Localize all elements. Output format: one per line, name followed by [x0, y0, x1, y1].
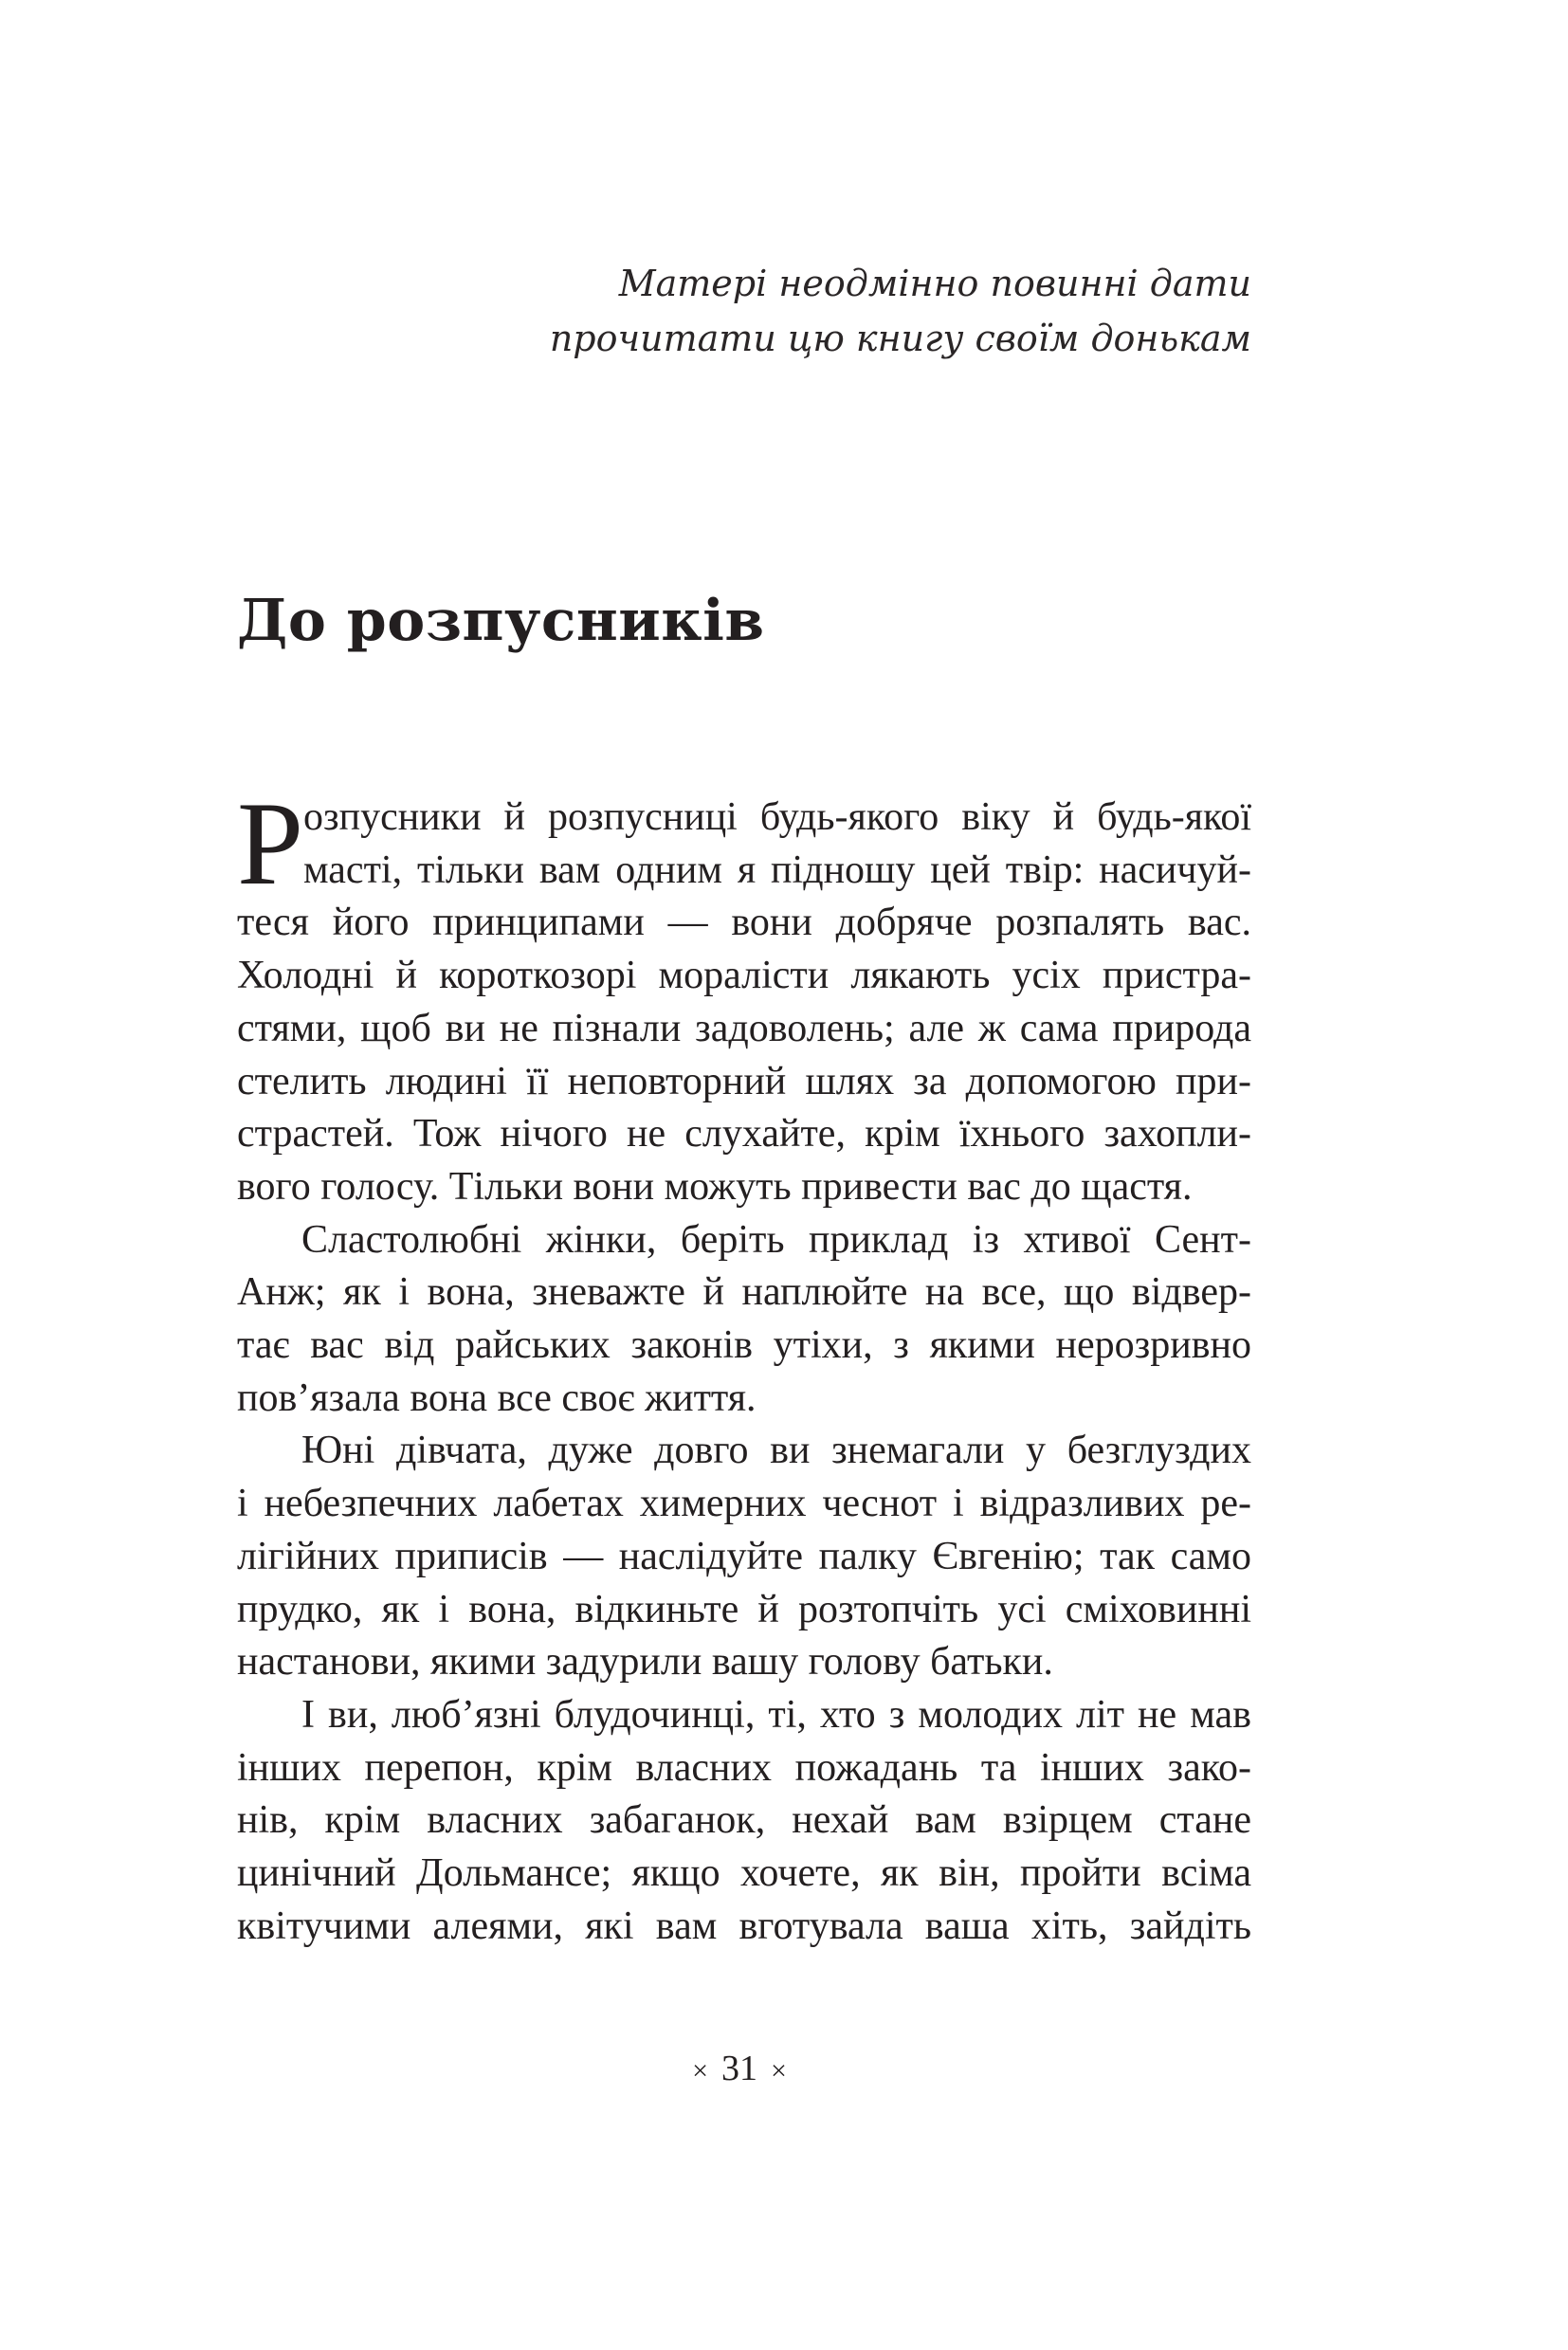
text-line: стями, щоб ви не пізнали задоволень; але ж сама природа [237, 1006, 1251, 1050]
text-line: настанови, якими задурили вашу голову батьки. [237, 1640, 1053, 1685]
paragraph-3 [237, 1425, 1251, 1689]
page-footer [0, 2048, 1479, 2089]
epigraph-line: прочитати цю книгу своїм донькам [549, 318, 1251, 359]
paragraph-2 [237, 1214, 1251, 1426]
text-line: і небезпечних лабетах химерних чеснот і відразливих ре- [237, 1482, 1251, 1526]
text-line: страстей. Тож нічого не слухайте, крім їхнього захопли- [237, 1112, 1251, 1157]
text-line: Юні дівчата, дуже довго ви знемагали у безглуздих [301, 1429, 1251, 1473]
text-line: цинічний Дольмансе; якщо хочете, як він, пройти всіма [237, 1851, 1251, 1896]
text-line: масті, тільки вам одним я підношу цей твір: насичуй- [303, 847, 1251, 892]
text-line: озпусники й розпусниці будь-якого віку й будь-якої [303, 795, 1251, 839]
text-line: прудко, як і вона, відкиньте й розтопчіть усі сміховинні [237, 1587, 1251, 1631]
paragraph-1 [237, 778, 1251, 1214]
epigraph [531, 256, 1251, 366]
text-line: тає вас від райських законів утіхи, з якими нерозривно [237, 1323, 1251, 1368]
text-line: вого голосу. Тільки вони можуть привести вас до щастя. [237, 1164, 1193, 1209]
text-line: квітучими алеями, які вам вготувала ваша хіть, зайдіть [237, 1904, 1251, 1948]
text-line: лігійних приписів — наслідуйте палку Євгенію; так само [237, 1534, 1251, 1578]
chapter-title: До розпусників [237, 588, 765, 654]
text-line: Анж; як і вона, зневажте й наплюйте на все, що відвер- [237, 1270, 1251, 1315]
text-line: Холодні й короткозорі моралісти лякають усіх пристра- [237, 954, 1251, 998]
text-line: інших перепон, крім власних пожадань та інших зако- [237, 1745, 1251, 1790]
drop-cap: Р [237, 778, 304, 910]
ornament-right: × [771, 2055, 787, 2086]
ornament-left: × [692, 2055, 708, 2086]
paragraph-4 [237, 1689, 1251, 1954]
epigraph-line: Матері неодмінно повинні дати [618, 263, 1251, 304]
text-line: Сластолюбні жінки, беріть приклад із хтивої Сент- [301, 1217, 1251, 1262]
text-line: теся його принципами — вони добряче розпалять вас. [237, 901, 1251, 945]
page-number: 31 [721, 2049, 757, 2088]
text-line: І ви, люб’язні блудочинці, ті, хто з молодих літ не мав [301, 1692, 1251, 1737]
text-line: пов’язала вона все своє життя. [237, 1375, 757, 1420]
text-line: нів, крім власних забаганок, нехай вам взірцем стане [237, 1798, 1251, 1843]
body-text [237, 778, 1251, 1953]
text-line: стелить людині її неповторний шлях за допомогою при- [237, 1059, 1251, 1103]
